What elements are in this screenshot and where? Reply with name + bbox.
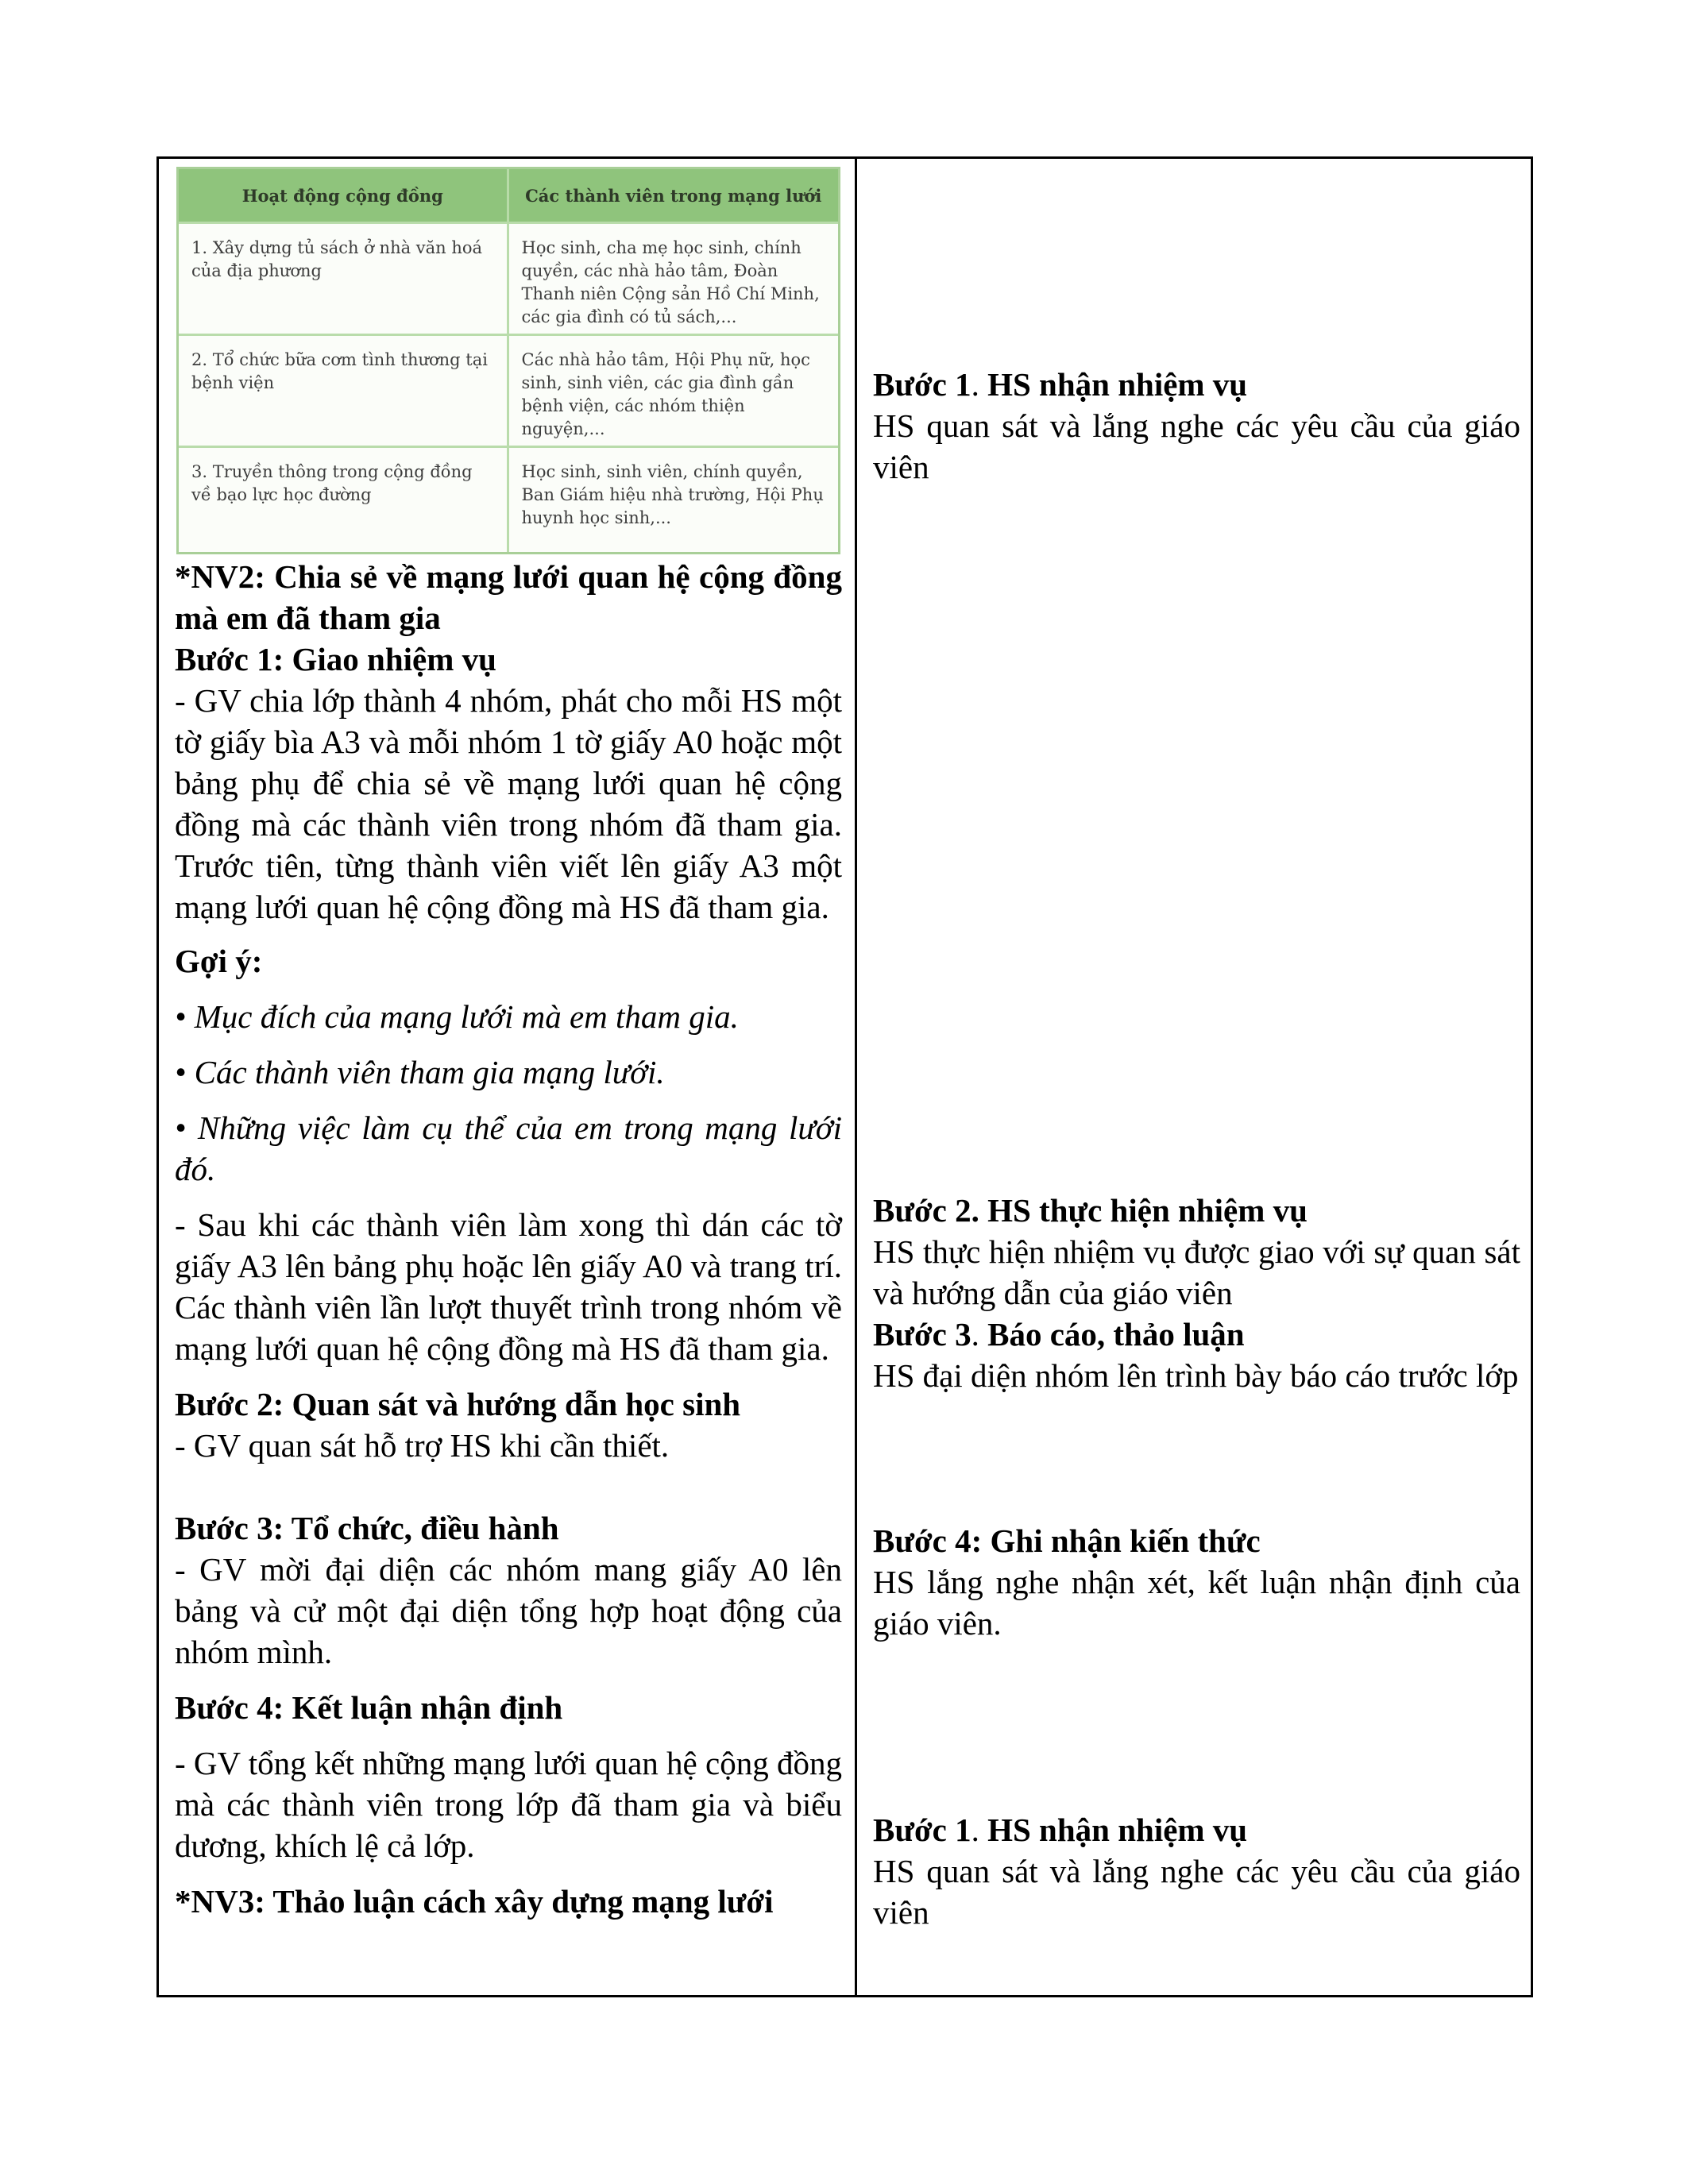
step4-title: Bước 4: Kết luận nhận định — [175, 1689, 563, 1726]
step3-text: - GV mời đại diện các nhóm mang giấy A0 lên bảng và cử một đại diện tổng hợp hoạt động của nhóm mình. — [175, 1551, 842, 1670]
step1-title: Bước 1: Giao nhiệm vụ — [175, 641, 496, 677]
hint-item: • Các thành viên tham gia mạng lưới. — [175, 1054, 665, 1090]
step4-text: - GV tổng kết những mạng lưới quan hệ cộng đồng mà các thành viên trong lớp đã tham gia và biểu dương, khích lệ cả lớp. — [175, 1745, 842, 1864]
right-step2-3: Bước 2. HS thực hiện nhiệm vụ HS thực hiện nhiệm vụ được giao với sự quan sát và hướng dẫn của giáo viên Bước 3. Báo cáo, thảo luận HS đại diện nhóm lên trình bày báo cáo trước lớp — [873, 1190, 1520, 1396]
step1-text: - GV chia lớp thành 4 nhóm, phát cho mỗi HS một tờ giấy bìa A3 và mỗi nhóm 1 tờ giấy A0 hoặc một bảng phụ để chia sẻ về mạng lưới quan hệ cộng đồng mà các thành viên trong nhóm đã tham gia. Trước tiên, từng thành viên viết lên giấy A3 một mạng lưới quan hệ cộng đồng mà HS đã tham gia. — [175, 682, 842, 925]
image-table-header-members: Các thành viên trong mạng lưới — [508, 169, 838, 223]
community-network-image-table — [176, 167, 840, 554]
right-step4 — [873, 1520, 1520, 1644]
step-title: Báo cáo, thảo luận — [987, 1316, 1245, 1352]
image-table-cell: 1. Xây dựng tủ sách ở nhà văn hoá của địa phương — [179, 223, 508, 335]
hint-item: • Mục đích của mạng lưới mà em tham gia. — [175, 998, 739, 1035]
step-text: HS quan sát và lắng nghe các yêu cầu của giáo viên — [873, 1853, 1520, 1931]
step-title: HS nhận nhiệm vụ — [987, 1812, 1248, 1848]
right-step1-again: Bước 1. HS nhận nhiệm vụ HS quan sát và lắng nghe các yêu cầu của giáo viên — [873, 1809, 1520, 1933]
image-table-cell: 2. Tổ chức bữa cơm tình thương tại bệnh viện — [179, 335, 508, 447]
image-table-cell: 3. Truyền thông trong cộng đồng về bạo lực học đường — [179, 447, 508, 553]
right-step1: Bước 1. HS nhận nhiệm vụ HS quan sát và lắng nghe các yêu cầu của giáo viên — [873, 364, 1520, 488]
image-table-header-activity: Hoạt động cộng đồng — [179, 169, 508, 223]
step-label: Bước 1 — [873, 366, 971, 403]
step-label: Bước 3 — [873, 1316, 971, 1352]
lesson-table — [156, 156, 1533, 1997]
step-text: HS quan sát và lắng nghe các yêu cầu của giáo viên — [873, 407, 1520, 485]
step-text: HS đại diện nhóm lên trình bày báo cáo trước lớp — [873, 1357, 1519, 1394]
teacher-activity-column — [159, 159, 857, 1995]
after-text: - Sau khi các thành viên làm xong thì dán các tờ giấy A3 lên bảng phụ hoặc lên giấy A0 và trang trí. Các thành viên lần lượt thuyết trình trong nhóm về mạng lưới quan hệ cộng đồng mà HS đã tham gia. — [175, 1206, 842, 1367]
step2-text: - GV quan sát hỗ trợ HS khi cần thiết. — [175, 1427, 670, 1464]
step-text: HS lắng nghe nhận xét, kết luận nhận định của giáo viên. — [873, 1564, 1520, 1642]
step2-title: Bước 2: Quan sát và hướng dẫn học sinh — [175, 1386, 741, 1422]
image-table-cell: Học sinh, sinh viên, chính quyền, Ban Giám hiệu nhà trường, Hội Phụ huynh học sinh,... — [508, 447, 838, 553]
step-title: HS nhận nhiệm vụ — [987, 366, 1248, 403]
student-activity-column — [857, 159, 1531, 1995]
step-label: Bước 1 — [873, 1812, 971, 1848]
nv2-title: *NV2: Chia sẻ về mạng lưới quan hệ cộng đồng mà em đã tham gia — [175, 558, 842, 636]
hint-item: • Những việc làm cụ thể của em trong mạng lưới đó. — [175, 1109, 842, 1187]
image-table-cell: Học sinh, cha mẹ học sinh, chính quyền, các nhà hảo tâm, Đoàn Thanh niên Cộng sản Hồ Chí Minh, các gia đình có tủ sách,... — [508, 223, 838, 335]
step3-title: Bước 3: Tổ chức, điều hành — [175, 1510, 559, 1546]
left-text-block — [175, 556, 842, 1922]
hint-title: Gợi ý: — [175, 943, 263, 979]
image-table-cell: Các nhà hảo tâm, Hội Phụ nữ, học sinh, sinh viên, các gia đình gần bệnh viện, các nhóm thiện nguyện,... — [508, 335, 838, 447]
step-title: Bước 4: Ghi nhận kiến thức — [873, 1522, 1261, 1559]
nv3-title: *NV3: Thảo luận cách xây dựng mạng lưới — [175, 1883, 774, 1920]
step-title: Bước 2. HS thực hiện nhiệm vụ — [873, 1192, 1308, 1229]
step-text: HS thực hiện nhiệm vụ được giao với sự quan sát và hướng dẫn của giáo viên — [873, 1233, 1520, 1311]
